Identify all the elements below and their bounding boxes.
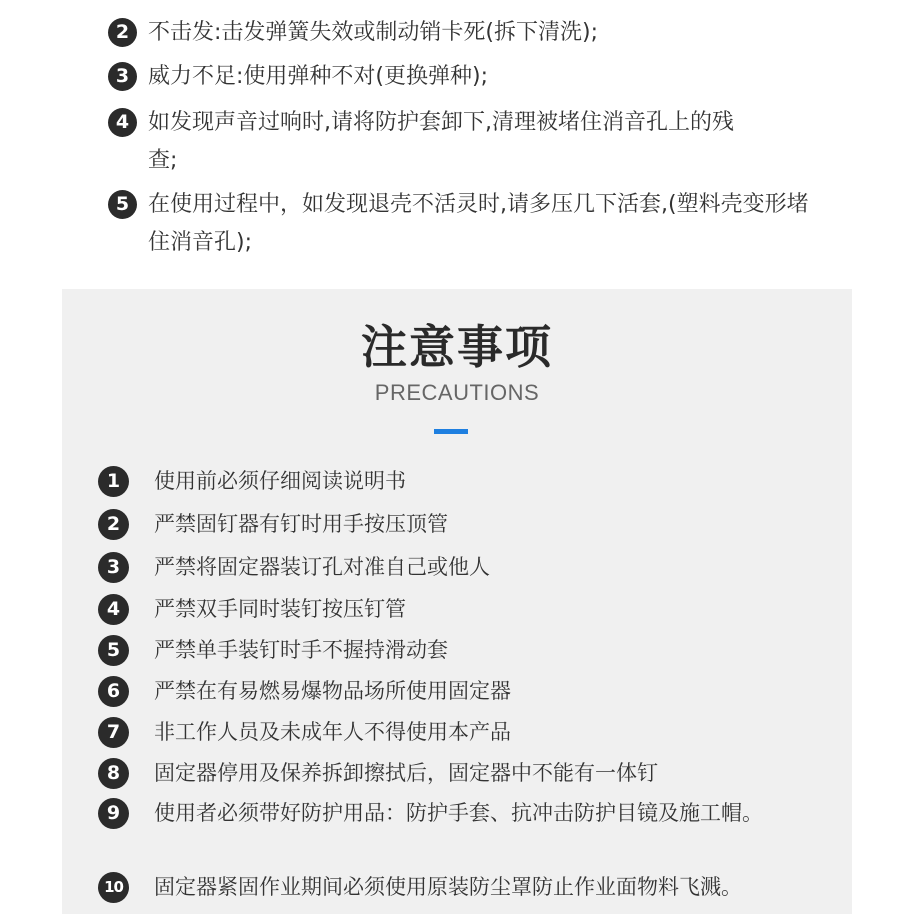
precaution-text: 非工作人员及未成年人不得使用本产品 bbox=[154, 720, 511, 744]
precaution-text: 使用前必须仔细阅读说明书 bbox=[154, 469, 406, 493]
precaution-text: 严禁单手装钉时手不握持滑动套 bbox=[154, 638, 448, 662]
accent-divider bbox=[434, 429, 468, 434]
number-badge: 7 bbox=[98, 717, 129, 748]
troubleshooting-section bbox=[0, 0, 914, 288]
list-item-text: 如发现声音过响时,请将防护套卸下,清理被堵住消音孔上的残查; bbox=[148, 110, 734, 173]
number-badge: 4 bbox=[98, 594, 129, 625]
precaution-text: 固定器紧固作业期间必须使用原装防尘罩防止作业面物料飞溅。 bbox=[154, 875, 742, 899]
precaution-text: 严禁双手同时装钉按压钉管 bbox=[154, 597, 406, 621]
number-badge: 6 bbox=[98, 676, 129, 707]
page-subtitle: PRECAUTIONS bbox=[374, 380, 540, 405]
list-item-text: 不击发:击发弹簧失效或制动销卡死(拆下清洗); bbox=[148, 20, 598, 45]
precaution-text: 固定器停用及保养拆卸擦拭后，固定器中不能有一体钉 bbox=[154, 761, 658, 785]
number-badge: 3 bbox=[108, 62, 137, 91]
number-badge: 5 bbox=[98, 635, 129, 666]
number-badge: 5 bbox=[108, 190, 137, 219]
number-badge: 10 bbox=[98, 872, 129, 903]
number-badge: 2 bbox=[108, 18, 137, 47]
list-item-text: 威力不足:使用弹种不对(更换弹种); bbox=[148, 64, 488, 89]
number-badge: 1 bbox=[98, 466, 129, 497]
precaution-text: 使用者必须带好防护用品：防护手套、抗冲击防护目镜及施工帽。 bbox=[154, 801, 763, 825]
list-item-text: 在使用过程中，如发现退壳不活灵时,请多压几下活套,(塑料壳变形堵住消音孔); bbox=[148, 192, 809, 255]
precaution-text: 严禁固钉器有钉时用手按压顶管 bbox=[154, 512, 448, 536]
precaution-text: 严禁在有易燃易爆物品场所使用固定器 bbox=[154, 679, 511, 703]
number-badge: 8 bbox=[98, 758, 129, 789]
number-badge: 9 bbox=[98, 798, 129, 829]
precaution-text: 严禁将固定器装订孔对准自己或他人 bbox=[154, 555, 490, 579]
number-badge: 4 bbox=[108, 108, 137, 137]
number-badge: 3 bbox=[98, 552, 129, 583]
number-badge: 2 bbox=[98, 509, 129, 540]
page-title: 注意事项 bbox=[361, 320, 553, 374]
